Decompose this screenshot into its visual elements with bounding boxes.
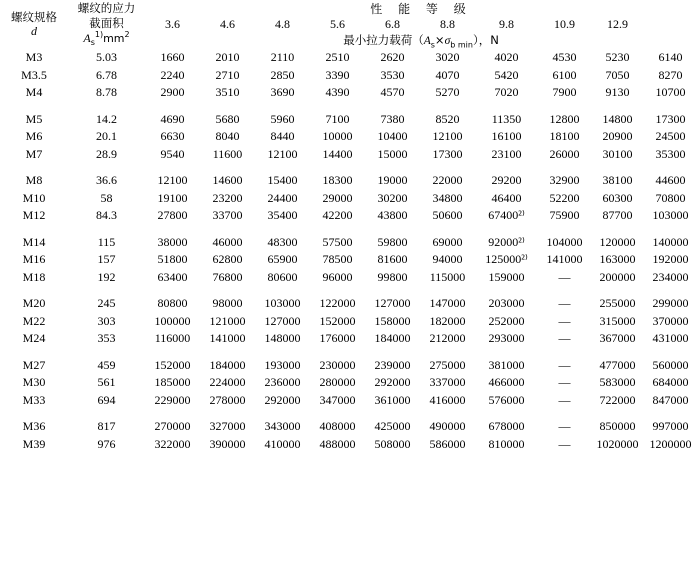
cell-load-value: 12100 <box>267 146 298 161</box>
cell-stress-area: 694 <box>97 392 116 407</box>
cell-thread-spec: M14 <box>22 234 46 249</box>
table-row <box>0 313 697 331</box>
cell-load-value: 42200 <box>322 208 353 223</box>
cell-load-value: 722000 <box>599 392 636 407</box>
header-grade-3-6: 3.6 <box>165 17 180 31</box>
cell-load-value: 103000 <box>652 208 689 223</box>
cell-load-value: 1020000 <box>596 436 639 451</box>
header-stress-area-line1: 螺纹的应力 <box>77 1 136 16</box>
cell-load-value: 3510 <box>215 85 240 100</box>
cell-load-value: 163000 <box>599 252 636 267</box>
cell-load-value: 116000 <box>154 331 191 346</box>
cell-load-value: 343000 <box>264 419 301 434</box>
cell-load-value: 48300 <box>267 234 298 249</box>
cell-load-value: 14400 <box>322 146 353 161</box>
header-thread-spec <box>0 0 68 49</box>
cell-load-value: 80800 <box>157 296 188 311</box>
cell-load-value: 59800 <box>377 234 408 249</box>
cell-thread-spec: M16 <box>22 252 46 267</box>
cell-load-value: 43800 <box>377 208 408 223</box>
cell-load-value: 29000 <box>322 190 353 205</box>
cell-load-value: 12100 <box>157 173 188 188</box>
cell-load-value: 5270 <box>435 85 460 100</box>
cell-load-value: 6100 <box>552 67 577 82</box>
cell-load-value: 10000 <box>322 129 353 144</box>
cell-load-value: 5960 <box>270 111 295 126</box>
cell-load-value: 684000 <box>652 375 689 390</box>
cell-load-value: 6140 <box>658 50 683 65</box>
cell-load-value: 15000 <box>377 146 408 161</box>
cell-load-value: 67400²⁾ <box>488 208 525 223</box>
cell-load-value: 9540 <box>160 146 185 161</box>
table-row <box>0 111 697 129</box>
cell-load-value: 678000 <box>488 419 525 434</box>
cell-load-value: 2710 <box>215 67 240 82</box>
cell-thread-spec: M33 <box>22 392 46 407</box>
cell-stress-area: 36.6 <box>96 173 117 188</box>
cell-load-value: 81600 <box>377 252 408 267</box>
cell-load-value: 15400 <box>267 173 298 188</box>
cell-load-value: 278000 <box>209 392 246 407</box>
cell-load-value: 11350 <box>491 111 522 126</box>
cell-load-value: 3690 <box>270 85 295 100</box>
cell-load-value: 200000 <box>599 269 636 284</box>
cell-load-value: 35300 <box>655 146 686 161</box>
cell-load-value: 14600 <box>212 173 243 188</box>
header-grade-4-6: 4.6 <box>220 17 235 31</box>
header-performance-class: 性 能 等 级 <box>370 2 472 16</box>
cell-load-value: 488000 <box>319 436 356 451</box>
cell-load-value: 94000 <box>432 252 463 267</box>
header-grade-8-8: 8.8 <box>440 17 455 31</box>
cell-load-value: 141000 <box>209 331 246 346</box>
cell-load-value: 4530 <box>552 50 577 65</box>
cell-load-value: 78500 <box>322 252 353 267</box>
cell-load-value: 1660 <box>160 50 185 65</box>
cell-load-value: 997000 <box>652 419 689 434</box>
header-min-tensile-load: 最小拉力载荷$(A_s\times\sigma_{b min})$，N <box>343 33 499 50</box>
cell-load-value: 586000 <box>429 436 466 451</box>
cell-load-value: 410000 <box>264 436 301 451</box>
cell-load-value: 18100 <box>549 129 580 144</box>
cell-stress-area: 28.9 <box>96 146 117 161</box>
cell-stress-area: 459 <box>97 357 116 372</box>
cell-load-value: 115000 <box>429 269 466 284</box>
cell-load-value: 234000 <box>652 269 689 284</box>
cell-load-value: 24500 <box>655 129 686 144</box>
cell-load-value: 22000 <box>432 173 463 188</box>
cell-load-value: 52200 <box>549 190 580 205</box>
cell-load-value: 65900 <box>267 252 298 267</box>
cell-load-value: 19100 <box>157 190 188 205</box>
cell-load-value: 847000 <box>652 392 689 407</box>
cell-load-value: 1200000 <box>649 436 692 451</box>
cell-load-value: 44600 <box>655 173 686 188</box>
cell-thread-spec: M20 <box>22 296 46 311</box>
header-stress-area-line3: $A_s^{1)}mm^2$ <box>83 29 130 48</box>
cell-load-value: 322000 <box>154 436 191 451</box>
cell-load-value: 24400 <box>267 190 298 205</box>
cell-thread-spec: M24 <box>22 331 46 346</box>
header-grade-10-9: 10.9 <box>554 17 575 31</box>
cell-load-value: 2110 <box>270 50 295 65</box>
cell-load-value: 367000 <box>599 331 636 346</box>
cell-load-value: 19000 <box>377 173 408 188</box>
cell-load-value: 850000 <box>599 419 636 434</box>
table-row <box>0 49 697 67</box>
cell-thread-spec: M10 <box>22 190 46 205</box>
cell-load-value: 30200 <box>377 190 408 205</box>
table-row <box>0 374 697 392</box>
header-grade-12-9: 12.9 <box>607 17 628 31</box>
cell-load-value: 87700 <box>602 208 633 223</box>
cell-thread-spec: M3.5 <box>21 67 47 82</box>
header-stress-area-line2: 截面积 <box>89 15 124 30</box>
cell-stress-area: 5.03 <box>96 50 117 65</box>
table-row <box>0 418 697 436</box>
cell-load-value: 229000 <box>154 392 191 407</box>
cell-load-value: 431000 <box>652 331 689 346</box>
cell-load-value: 104000 <box>546 234 583 249</box>
table-row <box>0 357 697 375</box>
cell-load-value: 8040 <box>215 129 240 144</box>
cell-stress-area: 115 <box>97 234 116 249</box>
cell-load-value: 51800 <box>157 252 188 267</box>
cell-load-value: 70800 <box>655 190 686 205</box>
cell-load-value: 96000 <box>322 269 353 284</box>
cell-thread-spec: M4 <box>25 85 43 100</box>
cell-load-value: 33700 <box>212 208 243 223</box>
cell-stress-area: 817 <box>97 419 116 434</box>
cell-load-value: 3530 <box>380 67 405 82</box>
cell-thread-spec: M12 <box>22 208 46 223</box>
cell-load-value: 12100 <box>432 129 463 144</box>
table-row <box>0 128 697 146</box>
cell-load-value: 152000 <box>319 313 356 328</box>
cell-stress-area: 192 <box>97 269 116 284</box>
cell-thread-spec: M30 <box>22 375 46 390</box>
cell-load-value: 8270 <box>658 67 683 82</box>
table-row <box>0 190 697 208</box>
cell-stress-area: 58 <box>100 190 113 205</box>
cell-load-value: 17300 <box>655 111 686 126</box>
cell-load-value: 255000 <box>599 296 636 311</box>
cell-load-value: 7380 <box>380 111 405 126</box>
table-body <box>0 49 697 453</box>
cell-load-value: 50600 <box>432 208 463 223</box>
cell-load-value: 8520 <box>435 111 460 126</box>
cell-load-value: 18300 <box>322 173 353 188</box>
table-row <box>0 234 697 252</box>
cell-load-value: 275000 <box>429 357 466 372</box>
cell-load-value: 38100 <box>602 173 633 188</box>
group-spacer-row <box>0 409 697 418</box>
cell-load-value: 293000 <box>488 331 525 346</box>
cell-load-value: 7100 <box>325 111 350 126</box>
cell-load-value: 425000 <box>374 419 411 434</box>
cell-load-value: 35400 <box>267 208 298 223</box>
cell-load-value: 92000²⁾ <box>488 234 525 249</box>
cell-load-value: 10700 <box>655 85 686 100</box>
cell-load-value: 10400 <box>377 129 408 144</box>
cell-load-value: 4690 <box>160 111 185 126</box>
cell-load-value: 147000 <box>429 296 466 311</box>
cell-load-value: 252000 <box>488 313 525 328</box>
cell-load-value: 127000 <box>374 296 411 311</box>
cell-load-value: 370000 <box>652 313 689 328</box>
cell-load-value: 2240 <box>160 67 185 82</box>
cell-thread-spec: M39 <box>22 436 46 451</box>
cell-load-value: 141000 <box>546 252 583 267</box>
cell-load-value: 2010 <box>215 50 240 65</box>
cell-load-value: 2900 <box>160 85 185 100</box>
cell-load-value: 508000 <box>374 436 411 451</box>
cell-load-value: — <box>558 296 571 311</box>
cell-load-value: 7050 <box>605 67 630 82</box>
cell-load-value: 57500 <box>322 234 353 249</box>
cell-load-value: 121000 <box>209 313 246 328</box>
cell-stress-area: 561 <box>97 375 116 390</box>
cell-load-value: 20900 <box>602 129 633 144</box>
cell-load-value: 140000 <box>652 234 689 249</box>
cell-load-value: 292000 <box>374 375 411 390</box>
cell-load-value: 4570 <box>380 85 405 100</box>
cell-load-value: 100000 <box>154 313 191 328</box>
cell-load-value: — <box>558 313 571 328</box>
cell-stress-area: 353 <box>97 331 116 346</box>
header-grade-last <box>644 17 697 32</box>
cell-load-value: 158000 <box>374 313 411 328</box>
cell-load-value: 236000 <box>264 375 301 390</box>
cell-load-value: — <box>558 331 571 346</box>
cell-load-value: 4020 <box>494 50 519 65</box>
cell-load-value: 576000 <box>488 392 525 407</box>
cell-load-value: 80600 <box>267 269 298 284</box>
header-stress-area <box>68 0 145 49</box>
cell-load-value: 29200 <box>491 173 522 188</box>
cell-load-value: 184000 <box>374 331 411 346</box>
header-grade-6-8: 6.8 <box>385 17 400 31</box>
header-grade-5-6: 5.6 <box>330 17 345 31</box>
cell-load-value: 176000 <box>319 331 356 346</box>
cell-load-value: 224000 <box>209 375 246 390</box>
table-row <box>0 172 697 190</box>
cell-load-value: 98000 <box>212 296 243 311</box>
cell-load-value: 159000 <box>488 269 525 284</box>
cell-load-value: 5680 <box>215 111 240 126</box>
cell-stress-area: 8.78 <box>96 85 117 100</box>
cell-load-value: 30100 <box>602 146 633 161</box>
cell-load-value: 69000 <box>432 234 463 249</box>
cell-load-value: 5230 <box>605 50 630 65</box>
cell-load-value: 192000 <box>652 252 689 267</box>
cell-stress-area: 303 <box>97 313 116 328</box>
table-row <box>0 295 697 313</box>
cell-load-value: — <box>558 436 571 451</box>
group-spacer-row <box>0 102 697 111</box>
cell-load-value: 347000 <box>319 392 356 407</box>
cell-load-value: 416000 <box>429 392 466 407</box>
cell-load-value: 46000 <box>212 234 243 249</box>
cell-load-value: 38000 <box>157 234 188 249</box>
cell-load-value: 9130 <box>605 85 630 100</box>
cell-load-value: 148000 <box>264 331 301 346</box>
cell-load-value: 182000 <box>429 313 466 328</box>
cell-stress-area: 157 <box>97 252 116 267</box>
cell-load-value: 230000 <box>319 357 356 372</box>
cell-load-value: 337000 <box>429 375 466 390</box>
cell-stress-area: 245 <box>97 296 116 311</box>
cell-load-value: 62800 <box>212 252 243 267</box>
cell-stress-area: 14.2 <box>96 111 117 126</box>
cell-load-value: 5420 <box>494 67 519 82</box>
group-spacer-row <box>0 163 697 172</box>
cell-load-value: 292000 <box>264 392 301 407</box>
cell-load-value: 152000 <box>154 357 191 372</box>
cell-load-value: 26000 <box>549 146 580 161</box>
cell-load-value: 103000 <box>264 296 301 311</box>
cell-load-value: 46400 <box>491 190 522 205</box>
cell-load-value: 390000 <box>209 436 246 451</box>
cell-load-value: — <box>558 419 571 434</box>
group-spacer-row <box>0 286 697 295</box>
cell-load-value: 185000 <box>154 375 191 390</box>
header-grade-4-8: 4.8 <box>275 17 290 31</box>
cell-thread-spec: M8 <box>25 173 43 188</box>
header-thread-spec-line1: 螺纹规格 <box>11 9 57 24</box>
cell-load-value: 12800 <box>549 111 580 126</box>
cell-load-value: 280000 <box>319 375 356 390</box>
cell-load-value: 63400 <box>157 269 188 284</box>
cell-load-value: 17300 <box>432 146 463 161</box>
cell-load-value: 810000 <box>488 436 525 451</box>
cell-load-value: 583000 <box>599 375 636 390</box>
cell-load-value: 270000 <box>154 419 191 434</box>
cell-load-value: 4070 <box>435 67 460 82</box>
cell-load-value: 184000 <box>209 357 246 372</box>
cell-load-value: 11600 <box>212 146 243 161</box>
cell-load-value: 7020 <box>494 85 519 100</box>
cell-thread-spec: M27 <box>22 357 46 372</box>
cell-load-value: — <box>558 392 571 407</box>
cell-load-value: 466000 <box>488 375 525 390</box>
cell-load-value: — <box>558 357 571 372</box>
cell-load-value: 75900 <box>549 208 580 223</box>
cell-load-value: 8440 <box>270 129 295 144</box>
cell-load-value: 3390 <box>325 67 350 82</box>
cell-load-value: 60300 <box>602 190 633 205</box>
cell-load-value: 34800 <box>432 190 463 205</box>
cell-thread-spec: M22 <box>22 313 46 328</box>
table-row <box>0 251 697 269</box>
cell-thread-spec: M6 <box>25 129 43 144</box>
cell-load-value: 315000 <box>599 313 636 328</box>
cell-load-value: 122000 <box>319 296 356 311</box>
group-spacer-row <box>0 225 697 234</box>
cell-load-value: 99800 <box>377 269 408 284</box>
cell-load-value: 16100 <box>491 129 522 144</box>
cell-load-value: 76800 <box>212 269 243 284</box>
cell-load-value: 408000 <box>319 419 356 434</box>
cell-stress-area: 84.3 <box>96 208 117 223</box>
table-row <box>0 67 697 85</box>
cell-load-value: 212000 <box>429 331 466 346</box>
cell-load-value: 23100 <box>491 146 522 161</box>
cell-thread-spec: M3 <box>25 50 43 65</box>
cell-load-value: 299000 <box>652 296 689 311</box>
cell-thread-spec: M5 <box>25 111 43 126</box>
cell-load-value: 2510 <box>325 50 350 65</box>
cell-load-value: 477000 <box>599 357 636 372</box>
cell-stress-area: 6.78 <box>96 67 117 82</box>
cell-thread-spec: M36 <box>22 419 46 434</box>
cell-load-value: 327000 <box>209 419 246 434</box>
cell-load-value: 2850 <box>270 67 295 82</box>
cell-load-value: 490000 <box>429 419 466 434</box>
cell-load-value: 4390 <box>325 85 350 100</box>
table-header <box>0 0 697 49</box>
cell-load-value: 120000 <box>599 234 636 249</box>
cell-load-value: 3020 <box>435 50 460 65</box>
cell-load-value: 23200 <box>212 190 243 205</box>
cell-stress-area: 976 <box>97 436 116 451</box>
cell-load-value: 193000 <box>264 357 301 372</box>
cell-load-value: 125000²⁾ <box>485 252 528 267</box>
cell-load-value: 560000 <box>652 357 689 372</box>
cell-load-value: — <box>558 375 571 390</box>
cell-load-value: 127000 <box>264 313 301 328</box>
cell-load-value: 381000 <box>488 357 525 372</box>
table-row <box>0 436 697 454</box>
cell-stress-area: 20.1 <box>96 129 117 144</box>
cell-load-value: 14800 <box>602 111 633 126</box>
cell-load-value: 32900 <box>549 173 580 188</box>
cell-thread-spec: M18 <box>22 269 46 284</box>
cell-load-value: 203000 <box>488 296 525 311</box>
cell-load-value: 7900 <box>552 85 577 100</box>
header-thread-spec-line2: d <box>31 24 37 39</box>
cell-load-value: — <box>558 269 571 284</box>
cell-load-value: 27800 <box>157 208 188 223</box>
cell-thread-spec: M7 <box>25 146 43 161</box>
cell-load-value: 6630 <box>160 129 185 144</box>
header-grade-9-8: 9.8 <box>499 17 514 31</box>
cell-load-value: 361000 <box>374 392 411 407</box>
cell-load-value: 2620 <box>380 50 405 65</box>
cell-load-value: 239000 <box>374 357 411 372</box>
group-spacer-row <box>0 348 697 357</box>
